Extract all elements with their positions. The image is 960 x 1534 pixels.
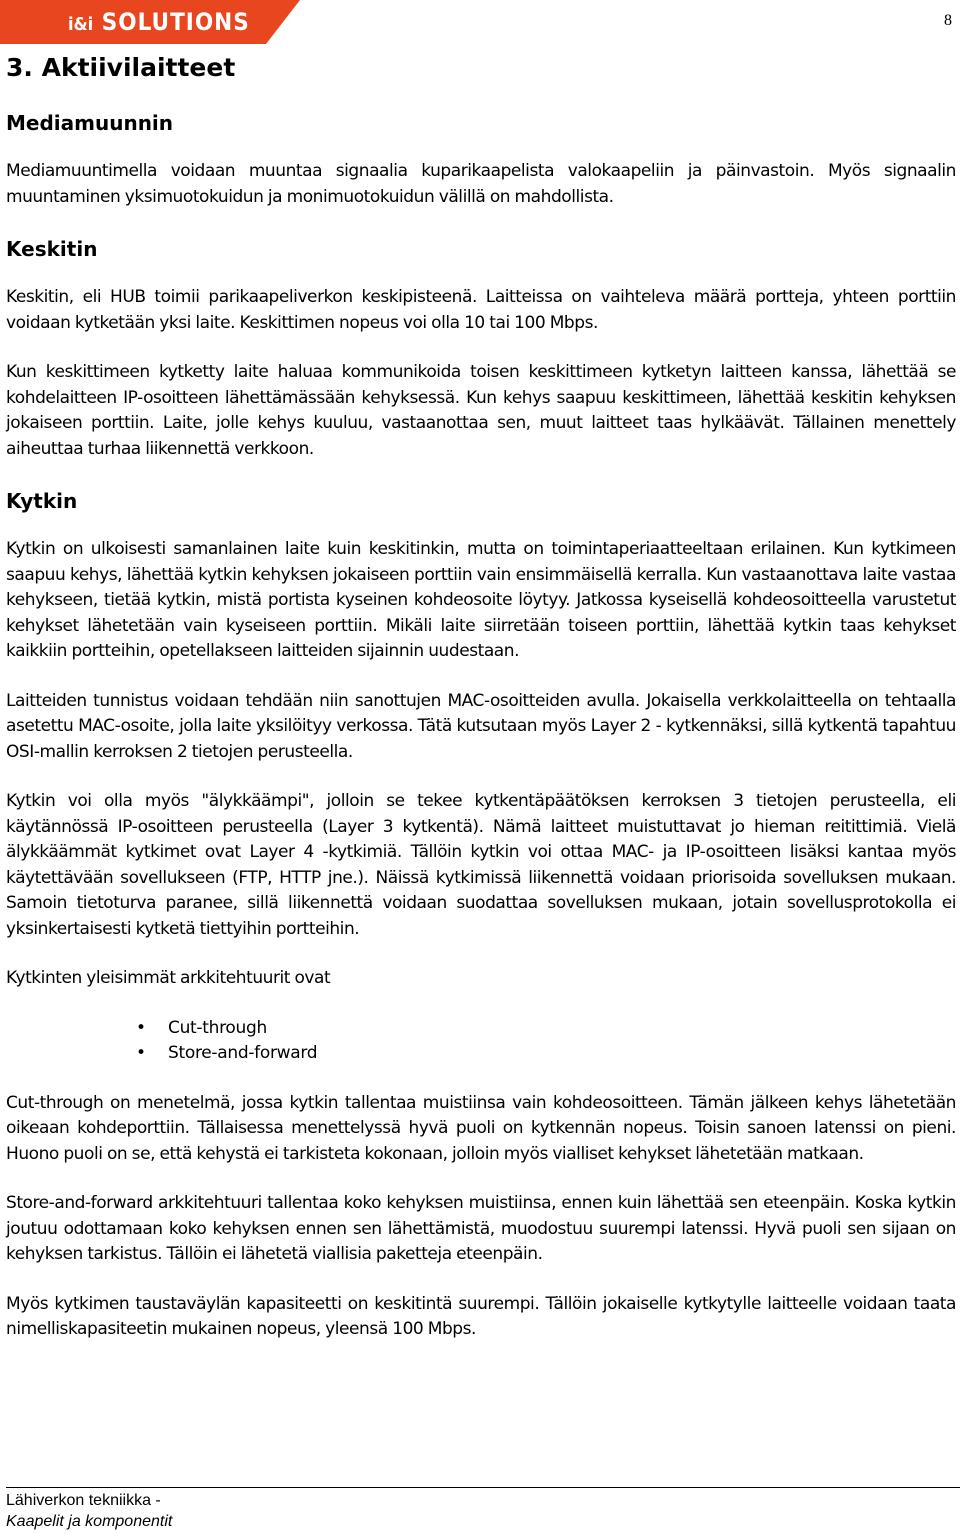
paragraph-kytkin-5: Cut-through on menetelmä, jossa kytkin tallentaa muistiinsa vain kohdeosoitteen. Tämän jälkeen kehys lähetetään oikeaan kohdeporttiin. Tällaisessa menettelyssä hyvä puoli on kytkennän nopeus. Toisin sanoen latenssi on pieni. Huono puoli on se, että kehystä ei tarkisteta kokonaan, jolloin myös vialliset kehykset lähetetään matkaan. — [6, 1092, 956, 1164]
paragraph-kytkin-3: Kytkin voi olla myös "älykkäämpi", jolloin se tekee kytkentäpäätöksen kerroksen 3 tietojen perusteella, eli käytännössä IP-osoitteen perusteella (Layer 3 kytkentä). Nämä laitteet muistuttavat jo hieman reitittimiä. Vielä älykkäämmät kytkimet ovat Layer 4 -kytkimiä. Tällöin kytkin voi ottaa MAC- ja IP-osoitteen lisäksi kantaa myös käytettävään sovellukseen (FTP, HTTP jne.). Näissä kytkimissä liikennettä voidaan priorisoida sovelluksen mukaan. Samoin tietoturva paranee, sillä liikennettä voidaan suodattaa sovelluksen mukaan, jotain sovellusprotokolla ei yksinkertaisesti kytketä tiettyihin portteihin. — [6, 791, 956, 939]
paragraph-kytkin-7: Myös kytkimen taustaväylän kapasiteetti on keskitintä suurempi. Tällöin jokaiselle kytkytylle laitteelle voidaan taata nimelliskapasiteetin mukainen nopeus, yleensä 100 Mbps. — [6, 1293, 956, 1339]
paragraph-kytkin-6: Store-and-forward arkkitehtuuri tallentaa koko kehyksen muistiinsa, ennen kuin lähettää sen eteenpäin. Koska kytkin joutuu odottamaan koko kehyksen ennen sen lähettämistä, muodostuu suurempi latenssi. Hyvä puoli sen sijaan on kehyksen tarkistus. Tällöin ei lähetetä viallisia paketteja eteenpäin. — [6, 1193, 956, 1264]
paragraph-keskitin-2: Kun keskittimeen kytketty laite haluaa kommunikoida toisen keskittimeen kytketyn laitteen kanssa, lähettää se kohdelaitteen IP-osoitteen lähettämässään kehyksessä. Kun kehys saapuu keskittimeen, lähettää keskitin kehyksen jokaiseen porttiin. Laite, jolle kehys kuuluu, vastaanottaa sen, muut laitteet taas hylkäävät. Tällainen menettely aiheuttaa turhaa liikennettä verkkoon. — [6, 362, 956, 459]
document-body — [6, 52, 956, 1343]
footer-line-2: Kaapelit ja komponentit — [6, 1513, 173, 1530]
heading-mediamuunnin: Mediamuunnin — [6, 111, 174, 135]
footer-line-1: Lähiverkon tekniikka - — [6, 1492, 161, 1509]
paragraph-kytkin-4: Kytkinten yleisimmät arkkitehtuurit ovat — [6, 968, 331, 988]
page-number: 8 — [944, 12, 952, 29]
logo-main: SOLUTIONS — [101, 8, 250, 36]
paragraph-keskitin-1: Keskitin, eli HUB toimii parikaapeliverkon keskipisteenä. Laitteissa on vaihteleva määrä portteja, yhteen porttiin voidaan kytketään yksi laite. Keskittimen nopeus voi olla 10 tai 100 Mbps. — [6, 287, 956, 333]
paragraph-kytkin-1: Kytkin on ulkoisesti samanlainen laite kuin keskitinkin, mutta on toimintaperiaatteeltaan erilainen. Kun kytkimeen saapuu kehys, lähettää kytkin kehyksen jokaiseen porttiin vain ensimmäisellä kerralla. Kun vastaanottava laite vastaa kehykseen, tietää kytkin, mistä portista kyseinen kohdeosoite löytyy. Jatkossa kyseisellä kohdeosoitteella varustetut kehykset lähetetään vain kyseiseen porttiin. Mikäli laite siirretään toiseen porttiin, lähettää kytkin taas kehykset kaikkiin portteihin, opetellakseen laitteiden sijainnin uudestaan. — [6, 539, 956, 661]
architecture-list — [6, 1016, 956, 1067]
company-logo-text — [68, 8, 250, 36]
page-footer — [6, 1490, 172, 1532]
heading-keskitin: Keskitin — [6, 237, 98, 261]
paragraph-mediamuunnin: Mediamuuntimella voidaan muuntaa signaalia kuparikaapelista valokaapeliin ja päinvastoin. Myös signaalin muuntaminen yksimuotokuidun ja monimuotokuidun välillä on mahdollista. — [6, 161, 956, 207]
company-logo-banner — [0, 0, 300, 44]
list-item: • Store-and-forward — [136, 1041, 956, 1067]
section-title: 3. Aktiivilaitteet — [6, 53, 236, 82]
footer-divider — [6, 1487, 960, 1488]
list-item: • Cut-through — [136, 1016, 956, 1042]
logo-prefix: i&i — [68, 14, 94, 35]
paragraph-kytkin-2: Laitteiden tunnistus voidaan tehdään niin sanottujen MAC-osoitteiden avulla. Jokaisella verkkolaitteella on tehtaalla asetettu MAC-osoite, jolla laite yksilöityy verkossa. Tätä kutsutaan myös Layer 2 - kytkennäksi, sillä kytkentä tapahtuu OSI-mallin kerroksen 2 tietojen perusteella. — [6, 690, 956, 762]
heading-kytkin: Kytkin — [6, 489, 78, 513]
